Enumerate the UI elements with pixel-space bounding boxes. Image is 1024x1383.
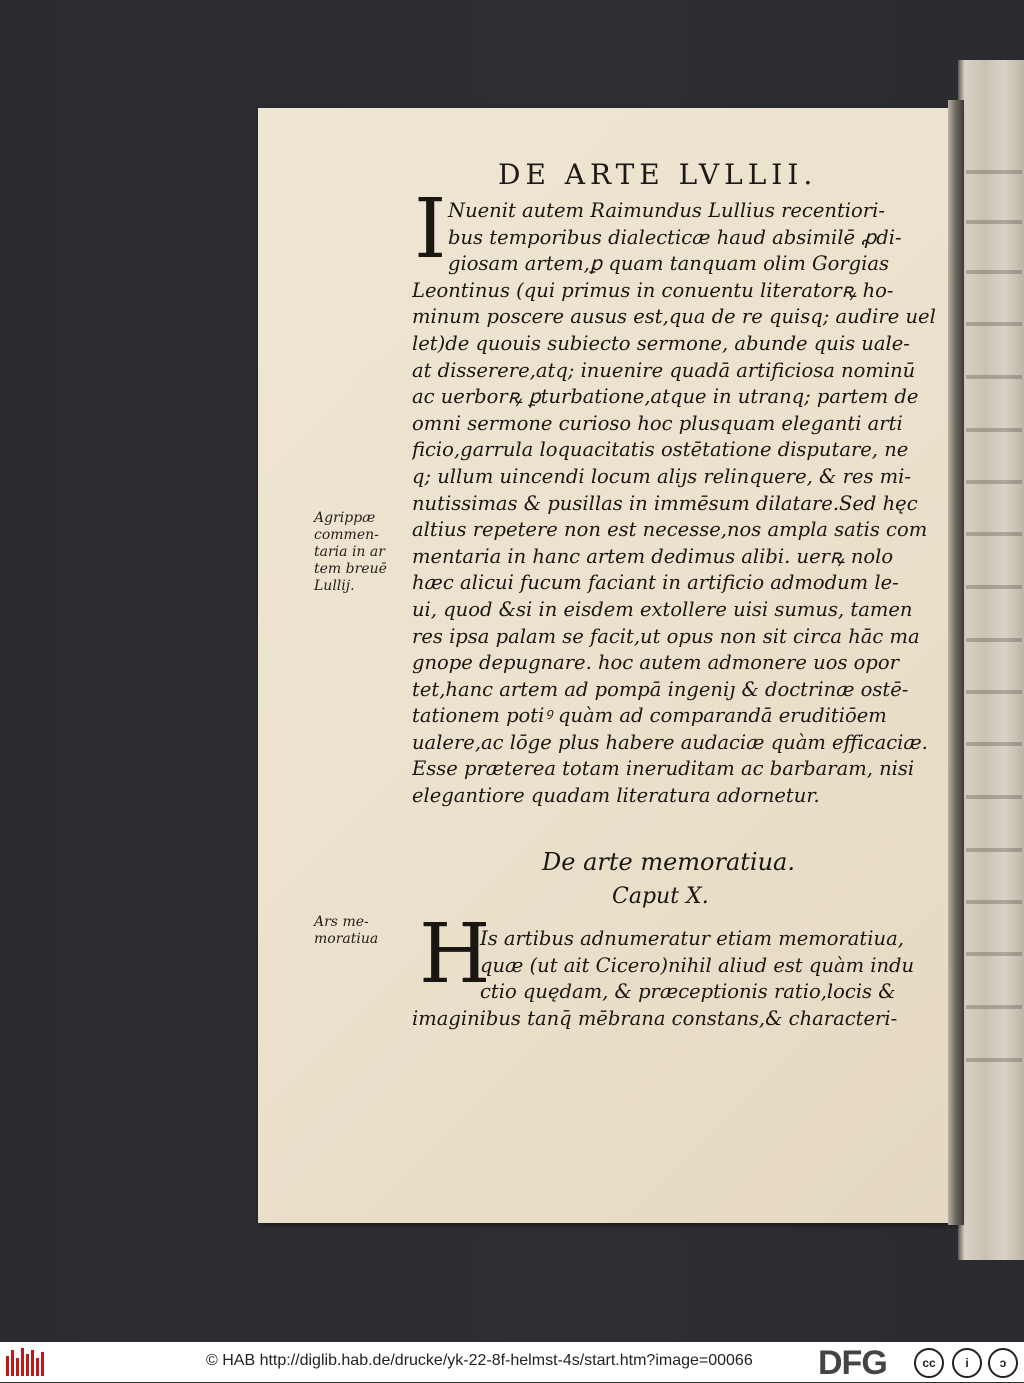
text-line: Esse præterea totam ineruditam ac barbaram, nisi [412,757,915,781]
sa-sharealike-icon: ↄ [988,1348,1018,1378]
marginal-line: Lullij. [314,578,355,594]
dfg-logo: DFG [818,1344,887,1382]
text-line: elegantiore quadam literatura adornetur. [412,784,820,808]
text-line: hæc alicui fucum faciant in artificio admodum le- [412,571,899,595]
text-line: imaginibus tanq̄ mēbrana constans,& characteri- [412,1006,898,1030]
marginal-note-ars-memoratiua [314,914,378,948]
text-line: Leontinus (qui primus in conuentu literatorꝶ ho- [412,278,894,302]
text-line: let)de quouis subiecto sermone, abunde quis uale- [412,331,910,355]
text-line: quæ (ut ait Cicero)nihil aliud est quàm indu [480,953,915,977]
cc-license-badge[interactable] [914,1346,1020,1378]
text-line: tationem potiꝰ quàm ad comparandā eruditiōem [412,704,887,728]
text-line: ac uerborꝶ ꝑturbatione,atque in utranq; partem de [412,385,919,409]
text-line: tet,hanc artem ad pompā ingeniȷ & doctrinæ ostē- [412,677,909,701]
marginal-line: Ars me- [314,914,369,930]
viewer-footer [0,1342,1024,1382]
text-line: mentaria in hanc artem dedimus alibi. uerꝶ nolo [412,544,894,568]
text-line: ctio quędam, & præceptionis ratio,locis & [480,980,896,1004]
drop-cap-initial-i: I [414,182,447,277]
marginal-line: tem breuē [314,561,387,577]
paragraph-1 [412,198,937,810]
section-heading: De arte memoratiua. [542,848,795,876]
copyright-link[interactable]: © HAB http://diglib.hab.de/drucke/yk-22-8f-helmst-4s/start.htm?image=00066 [206,1352,753,1369]
marginal-line: commen- [314,527,379,543]
marginal-line: Agrippæ [314,510,376,526]
text-line: q; ullum uincendi locum aliȷs relinquere, & res mi- [412,464,911,488]
text-line: nutissimas & pusillas in immēsum dilatare.Sed hęc [412,491,918,515]
by-attribution-icon: i [952,1348,982,1378]
marginal-line: taria in ar [314,544,385,560]
running-head: DE ARTE LVLLII. [498,158,818,191]
text-line: at disserere,atq; inuenire quadā artificiosa nominū [412,358,916,382]
drop-cap-initial-h: H [419,907,491,1002]
text-line: giosam artem,ꝑ quam tanquam olim Gorgias [448,252,889,276]
marginal-note-agrippa [314,510,387,595]
text-line: gnope depugnare. hoc autem admonere uos opor [412,651,899,675]
hab-logo-icon [4,1348,48,1376]
text-line: res ipsa palam se facit,ut opus non sit circa hāc ma [412,624,920,648]
book-gutter [948,100,964,1225]
facing-page-edges [958,60,1024,1260]
text-line: ui, quod &si in eisdem extollere uisi sumus, tamen [412,597,913,621]
marginal-line: moratiua [314,931,379,947]
text-line: bus temporibus dialecticæ haud absimilē ꝓdi- [448,225,902,249]
text-line: ualere,ac lōge plus habere audaciæ quàm efficaciæ. [412,730,928,754]
text-line: minum poscere ausus est,qua de re quisq; audire uel [412,305,936,329]
text-line: omni sermone curioso hoc plusquam eleganti arti [412,411,903,435]
text-line: ficio,garrula loquacitatis ostētatione disputare, ne [412,438,909,462]
paragraph-2 [412,926,937,1032]
text-line: altius repetere non est necesse,nos ampla satis com [412,518,928,542]
cc-icon: cc [914,1348,944,1378]
text-line: Nuenit autem Raimundus Lullius recentiori- [448,199,885,222]
text-line: Is artibus adnumeratur etiam memoratiua, [480,927,904,950]
chapter-number: Caput X. [612,884,709,909]
